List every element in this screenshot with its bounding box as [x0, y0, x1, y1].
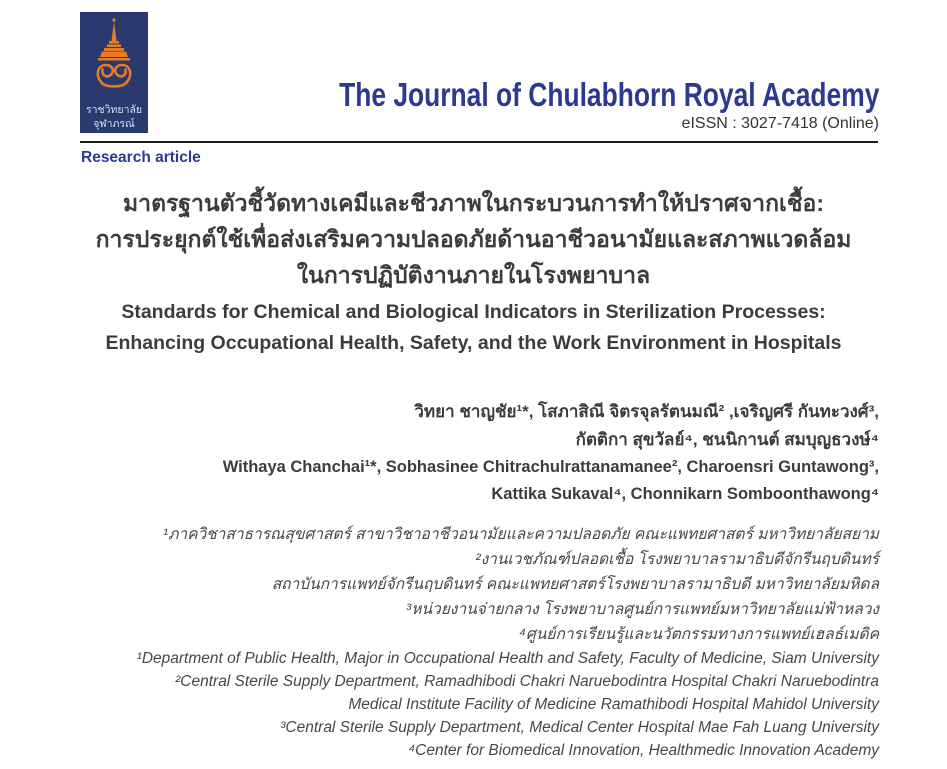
article-title-th-line-1: มาตรฐานตัวชี้วัดทางเคมีและชีวภาพในกระบวนการทำให้ปราศจากเชื้อ: — [123, 190, 824, 216]
authors-th-line-1: วิทยา ชาญชัย¹*, โสภาสิณี จิตรจุลรัตนมณี² ,เจริญศรี กันทะวงศ์³, — [414, 402, 879, 421]
affiliations-block — [40, 522, 879, 762]
affiliation-th-line-1: ¹ภาควิชาสาธารณสุขศาสตร์ สาขาวิชาอาชีวอนามัยและความปลอดภัย คณะแพทยศาสตร์ มหาวิทยาลัยสยาม — [163, 526, 879, 543]
affiliation-en-line-4: ³Central Sterile Supply Department, Medical Center Hospital Mae Fah Luang University — [280, 719, 879, 736]
section-label: Research article — [81, 149, 201, 166]
article-title-th-line-2: การประยุกต์ใช้เพื่อส่งเสริมความปลอดภัยด้านอาชีวอนามัยและสภาพแวดล้อม — [95, 226, 852, 252]
article-title-block — [0, 185, 947, 359]
affiliation-en-line-5: ⁴Center for Biomedical Innovation, Healthmedic Innovation Academy — [408, 742, 879, 759]
authors-en-line-2: Kattika Sukaval⁴, Chonnikarn Somboonthawong⁴ — [491, 485, 879, 503]
article-title-en-line-2: Enhancing Occupational Health, Safety, and the Work Environment in Hospitals — [105, 332, 842, 354]
affiliation-th-line-3: สถาบันการแพทย์จักรีนฤบดินทร์ คณะแพทยศาสตร์โรงพยาบาลรามาธิบดี มหาวิทยาลัยมหิดล — [271, 576, 879, 593]
journal-logo — [80, 12, 148, 133]
authors-en-line-1: Withaya Chanchai¹*, Sobhasinee Chitrachulrattanamanee², Charoensri Guntawong³, — [222, 458, 879, 476]
affiliation-th-line-4: ³หน่วยงานจ่ายกลาง โรงพยาบาลศูนย์การแพทย์มหาวิทยาลัยแม่ฟ้าหลวง — [406, 601, 879, 618]
eissn-line: eISSN : 3027-7418 (Online) — [681, 115, 879, 132]
article-title-en-line-1: Standards for Chemical and Biological Indicators in Sterilization Processes: — [121, 301, 826, 323]
authors-block — [60, 398, 879, 508]
affiliation-en-line-1: ¹Department of Public Health, Major in Occupational Health and Safety, Faculty of Medicine, Siam University — [136, 650, 879, 667]
logo-text-line-1: ราชวิทยาลัย — [85, 104, 143, 116]
authors-th-line-2: กัตติกา สุขวัลย์⁴, ชนนิกานต์ สมบุญธวงษ์⁴ — [575, 430, 879, 449]
affiliation-th-line-2: ²งานเวชภัณฑ์ปลอดเชื้อ โรงพยาบาลรามาธิบดีจักรีนฤบดินทร์ — [475, 551, 879, 568]
affiliation-en-line-2: ²Central Sterile Supply Department, Ramadhibodi Chakri Naruebodintra Hospital Chakri Naruebodintra — [175, 673, 879, 690]
header-divider — [80, 141, 878, 143]
article-title-th-line-3: ในการปฏิบัติงานภายในโรงพยาบาล — [296, 262, 651, 288]
affiliation-en-line-3: Medical Institute Facility of Medicine Ramathibodi Hospital Mahidol University — [348, 696, 879, 713]
affiliation-th-line-5: ⁴ศูนย์การเรียนรู้และนวัตกรรมทางการแพทย์เฮลธ์เมดิค — [519, 626, 879, 643]
masthead — [204, 78, 879, 133]
journal-title: The Journal of Chulabhorn Royal Academy — [338, 76, 879, 113]
logo-text-line-2: จุฬาภรณ์ — [93, 118, 135, 130]
chulabhorn-emblem-icon — [87, 17, 141, 103]
